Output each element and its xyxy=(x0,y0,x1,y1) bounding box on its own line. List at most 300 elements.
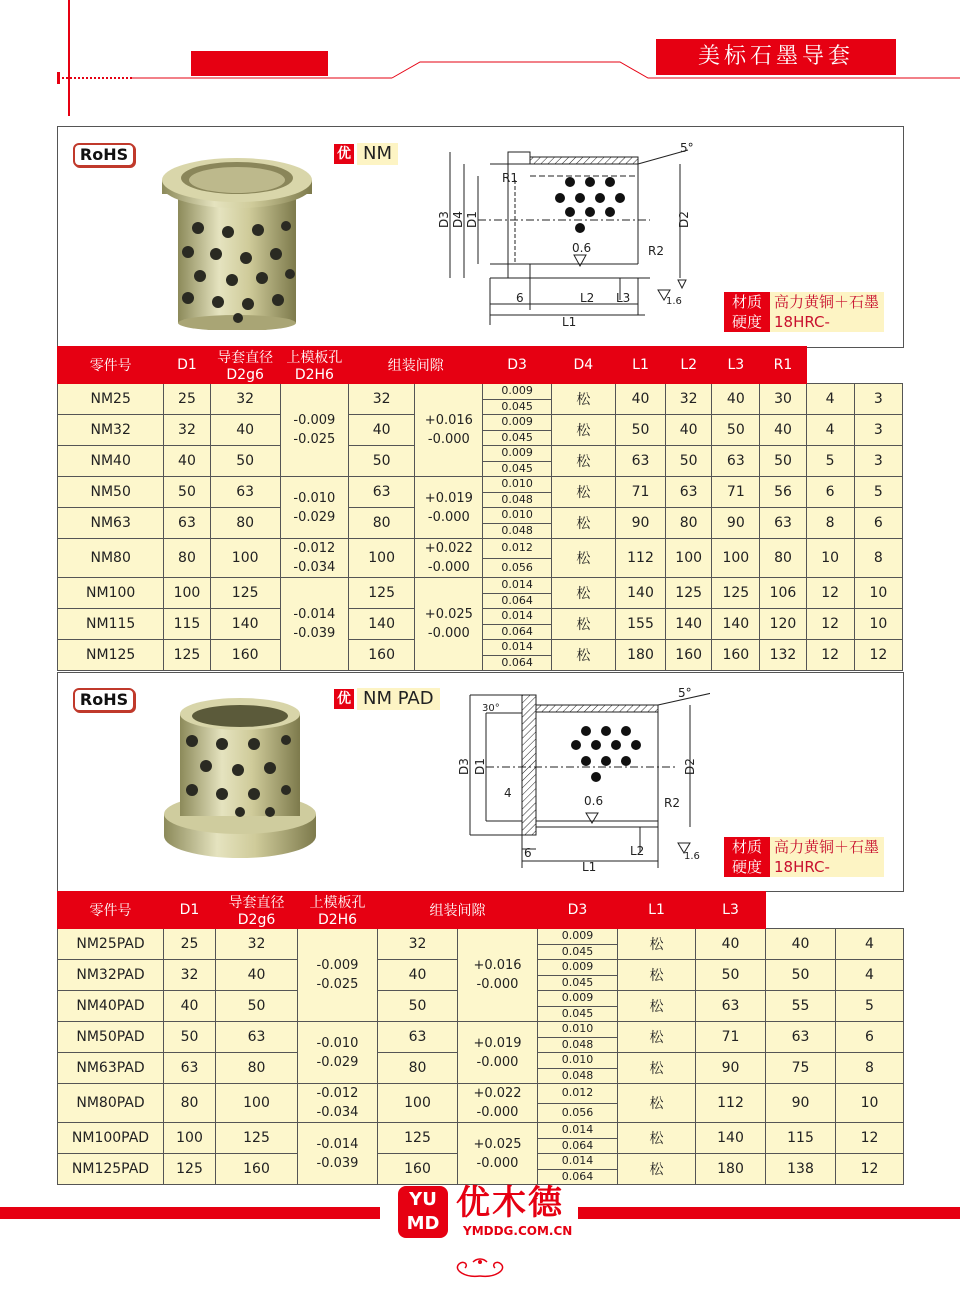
d3-cell: 140 xyxy=(696,1123,766,1154)
header-cell: D3 xyxy=(538,892,618,929)
tol-upper: +0.016 xyxy=(473,958,522,973)
l1-cell: 63 xyxy=(712,446,760,477)
dim-l1: L1 xyxy=(562,315,577,329)
section1-bushing-image xyxy=(158,150,318,330)
part-number-cell: NM80PAD xyxy=(58,1084,164,1123)
part-number-cell: NM80 xyxy=(58,539,164,578)
part-number-cell: NM100PAD xyxy=(58,1123,164,1154)
d2-cell: 50 xyxy=(216,991,298,1022)
l3-cell: 6 xyxy=(806,477,854,508)
gap-upper-cell: 0.009 xyxy=(538,991,618,1007)
footer-logo-box xyxy=(398,1186,448,1238)
dim2-six: 6 xyxy=(524,846,532,860)
part-number-cell: NM40 xyxy=(58,446,164,477)
header-cell: D1 xyxy=(164,347,210,384)
d3-cell: 90 xyxy=(615,508,665,539)
d3-cell: 180 xyxy=(696,1154,766,1185)
l2-cell: 80 xyxy=(760,539,806,578)
tol-lower: -0.039 xyxy=(293,626,336,641)
r1-cell: 3 xyxy=(854,415,902,446)
fit-cell: 松 xyxy=(551,609,615,640)
header-cell: 上模板孔 D2H6 xyxy=(298,892,378,929)
l2-cell: 50 xyxy=(760,446,806,477)
d2-cell: 160 xyxy=(216,1154,298,1185)
table-header xyxy=(58,347,903,384)
dim-six: 6 xyxy=(516,291,524,305)
gap-lower-cell: 0.045 xyxy=(538,944,618,960)
gap-lower-cell: 0.048 xyxy=(483,492,551,508)
l3-cell: 12 xyxy=(836,1123,904,1154)
dim2-angle: 5° xyxy=(678,686,692,700)
part-number-cell: NM32PAD xyxy=(58,960,164,991)
tolerance-g-cell xyxy=(298,929,378,1022)
section1-you-icon: 优 xyxy=(334,144,354,164)
d2-cell: 40 xyxy=(216,960,298,991)
tol-lower: -0.039 xyxy=(316,1155,359,1171)
dim2-d3: D3 xyxy=(457,758,471,775)
hole-cell: 140 xyxy=(349,609,415,640)
header-cell: 上模板孔 D2H6 xyxy=(280,347,348,384)
tol-lower: -0.000 xyxy=(427,626,470,641)
d3-cell: 50 xyxy=(615,415,665,446)
d2-cell: 63 xyxy=(216,1022,298,1053)
header-cell: 组装间隙 xyxy=(378,892,538,929)
hole-cell: 160 xyxy=(349,640,415,671)
d2-cell: 140 xyxy=(210,609,280,640)
material-key: 材质 xyxy=(724,837,770,857)
section2-bushing-image xyxy=(160,696,320,876)
tol-upper: +0.022 xyxy=(424,541,473,556)
l1-cell: 160 xyxy=(712,640,760,671)
l1-cell: 100 xyxy=(712,539,760,578)
d4-cell: 63 xyxy=(666,477,712,508)
gap-lower-cell: 0.064 xyxy=(538,1138,618,1154)
l1-cell: 138 xyxy=(766,1154,836,1185)
tol-upper: -0.012 xyxy=(293,541,336,556)
d4-cell: 50 xyxy=(666,446,712,477)
fit-cell: 松 xyxy=(551,578,615,609)
tolerance-g-cell xyxy=(280,578,348,671)
l1-cell: 50 xyxy=(766,960,836,991)
tolerance-h-cell xyxy=(415,384,483,477)
gap-upper-cell: 0.009 xyxy=(483,384,551,400)
dim-angle: 5° xyxy=(680,141,694,155)
l1-cell: 40 xyxy=(712,384,760,415)
part-number-cell: NM115 xyxy=(58,609,164,640)
gap-lower-cell: 0.045 xyxy=(483,461,551,477)
gap-upper-cell: 0.010 xyxy=(483,477,551,493)
table-row xyxy=(58,1022,904,1038)
r1-cell: 3 xyxy=(854,446,902,477)
gap-lower-cell: 0.048 xyxy=(538,1037,618,1053)
fit-cell: 松 xyxy=(618,1123,696,1154)
fit-cell: 松 xyxy=(618,1084,696,1123)
d3-cell: 71 xyxy=(696,1022,766,1053)
d3-cell: 112 xyxy=(615,539,665,578)
tol-lower: -0.000 xyxy=(476,1155,519,1171)
d1-cell: 25 xyxy=(164,384,210,415)
gap-upper-cell: 0.012 xyxy=(538,1084,618,1104)
table-row xyxy=(58,578,903,594)
l3-cell: 8 xyxy=(806,508,854,539)
d2-cell: 100 xyxy=(216,1084,298,1123)
d3-cell: 112 xyxy=(696,1084,766,1123)
l1-cell: 40 xyxy=(766,929,836,960)
footer-brand: 优木德 xyxy=(456,1183,564,1223)
tol-lower: -0.000 xyxy=(476,1054,519,1070)
d3-cell: 63 xyxy=(696,991,766,1022)
l1-cell: 63 xyxy=(766,1022,836,1053)
r1-cell: 3 xyxy=(854,384,902,415)
tolerance-h-cell xyxy=(458,1022,538,1084)
hardness-value: 18HRC- xyxy=(770,857,884,877)
dim2-chamfer: 30° xyxy=(482,703,500,714)
table-row xyxy=(58,539,903,559)
tol-lower: -0.000 xyxy=(427,560,470,575)
hole-cell: 40 xyxy=(349,415,415,446)
tol-upper: -0.009 xyxy=(293,413,336,428)
dim-d3: D3 xyxy=(437,211,451,228)
hardness-key: 硬度 xyxy=(724,312,770,332)
hole-cell: 80 xyxy=(378,1053,458,1084)
footer-bar-left xyxy=(0,1207,380,1219)
header-cell: 组装间隙 xyxy=(349,347,483,384)
d2-cell: 32 xyxy=(210,384,280,415)
fit-cell: 松 xyxy=(551,446,615,477)
l2-cell: 132 xyxy=(760,640,806,671)
section2-material xyxy=(724,837,884,877)
fit-cell: 松 xyxy=(618,1053,696,1084)
dim-d2: D2 xyxy=(677,211,691,228)
section2-tech-drawing xyxy=(450,683,710,873)
l3-cell: 4 xyxy=(836,929,904,960)
tolerance-g-cell xyxy=(298,1123,378,1185)
tol-upper: +0.019 xyxy=(473,1035,522,1051)
gap-lower-cell: 0.064 xyxy=(483,624,551,640)
d1-cell: 50 xyxy=(164,1022,216,1053)
tol-upper: +0.022 xyxy=(473,1086,522,1101)
tol-lower: -0.000 xyxy=(476,977,519,992)
footer-ornament-icon xyxy=(445,1256,515,1282)
l3-cell: 12 xyxy=(806,640,854,671)
gap-upper-cell: 0.009 xyxy=(483,446,551,462)
fit-cell: 松 xyxy=(618,1154,696,1185)
dim2-l1: L1 xyxy=(582,860,597,873)
l3-cell: 4 xyxy=(806,415,854,446)
dim-l2: L2 xyxy=(580,291,595,305)
d1-cell: 115 xyxy=(164,609,210,640)
d3-cell: 63 xyxy=(615,446,665,477)
part-number-cell: NM63 xyxy=(58,508,164,539)
dim-l3: L3 xyxy=(616,291,631,305)
fit-cell: 松 xyxy=(618,960,696,991)
header-cell: D4 xyxy=(551,347,615,384)
part-number-cell: NM25 xyxy=(58,384,164,415)
dim-r2: R2 xyxy=(648,244,664,258)
part-number-cell: NM50PAD xyxy=(58,1022,164,1053)
tol-lower: -0.025 xyxy=(293,432,336,447)
gap-lower-cell: 0.064 xyxy=(538,1169,618,1185)
section1-spec-table xyxy=(57,346,903,671)
section1-material xyxy=(724,292,884,332)
d1-cell: 100 xyxy=(164,1123,216,1154)
tol-upper: +0.019 xyxy=(424,490,473,506)
tol-upper: +0.016 xyxy=(424,413,473,428)
tol-upper: -0.014 xyxy=(316,1136,359,1152)
table-row xyxy=(58,384,903,400)
material-value: 高力黄铜＋石墨 xyxy=(770,837,884,857)
l1-cell: 50 xyxy=(712,415,760,446)
l2-cell: 30 xyxy=(760,384,806,415)
gap-lower-cell: 0.064 xyxy=(483,655,551,671)
gap-upper-cell: 0.014 xyxy=(483,578,551,594)
d4-cell: 40 xyxy=(666,415,712,446)
d4-cell: 160 xyxy=(666,640,712,671)
d3-cell: 40 xyxy=(615,384,665,415)
l3-cell: 12 xyxy=(806,578,854,609)
d1-cell: 125 xyxy=(164,1154,216,1185)
hole-cell: 50 xyxy=(378,991,458,1022)
gap-upper-cell: 0.009 xyxy=(538,929,618,945)
page-title: 美标石墨导套 xyxy=(656,39,896,75)
dim2-d1: D1 xyxy=(473,758,487,775)
hardness-value: 18HRC- xyxy=(770,312,884,332)
d4-cell: 100 xyxy=(666,539,712,578)
d2-cell: 80 xyxy=(210,508,280,539)
dim-roughness: 0.6 xyxy=(572,241,592,255)
l3-cell: 12 xyxy=(806,609,854,640)
d4-cell: 80 xyxy=(666,508,712,539)
dim-d1: D1 xyxy=(465,211,479,228)
l2-cell: 120 xyxy=(760,609,806,640)
l3-cell: 5 xyxy=(836,991,904,1022)
d1-cell: 63 xyxy=(164,508,210,539)
fit-cell: 松 xyxy=(551,640,615,671)
l3-cell: 8 xyxy=(836,1053,904,1084)
part-number-cell: NM100 xyxy=(58,578,164,609)
tolerance-g-cell xyxy=(298,1084,378,1123)
dim2-d2: D2 xyxy=(683,758,697,775)
footer-bar-right xyxy=(578,1207,960,1219)
hole-cell: 32 xyxy=(349,384,415,415)
header-cell: D3 xyxy=(483,347,551,384)
hole-cell: 63 xyxy=(349,477,415,508)
r1-cell: 5 xyxy=(854,477,902,508)
part-number-cell: NM50 xyxy=(58,477,164,508)
d1-cell: 32 xyxy=(164,415,210,446)
part-number-cell: NM125 xyxy=(58,640,164,671)
part-number-cell: NM32 xyxy=(58,415,164,446)
section1-rohs-badge: RoHS xyxy=(73,143,135,167)
l1-cell: 90 xyxy=(766,1084,836,1123)
l3-cell: 5 xyxy=(806,446,854,477)
header-cell: 零件号 xyxy=(58,347,164,384)
section1-model-name: NM xyxy=(357,143,398,165)
tolerance-h-cell xyxy=(415,578,483,671)
gap-lower-cell: 0.048 xyxy=(538,1068,618,1084)
l3-cell: 10 xyxy=(806,539,854,578)
table-row xyxy=(58,1084,904,1104)
tol-upper: -0.014 xyxy=(293,607,336,622)
gap-upper-cell: 0.014 xyxy=(538,1154,618,1170)
d4-cell: 32 xyxy=(666,384,712,415)
fit-cell: 松 xyxy=(551,539,615,578)
l1-cell: 75 xyxy=(766,1053,836,1084)
r1-cell: 6 xyxy=(854,508,902,539)
tol-upper: -0.009 xyxy=(316,958,359,973)
d1-cell: 80 xyxy=(164,539,210,578)
gap-lower-cell: 0.045 xyxy=(538,1006,618,1022)
tol-upper: -0.010 xyxy=(293,490,336,506)
gap-upper-cell: 0.012 xyxy=(483,539,551,559)
r1-cell: 8 xyxy=(854,539,902,578)
tolerance-g-cell xyxy=(280,384,348,477)
d3-cell: 155 xyxy=(615,609,665,640)
tolerance-g-cell xyxy=(280,539,348,578)
d1-cell: 50 xyxy=(164,477,210,508)
l3-cell: 4 xyxy=(806,384,854,415)
hole-cell: 80 xyxy=(349,508,415,539)
gap-lower-cell: 0.056 xyxy=(538,1103,618,1123)
l1-cell: 90 xyxy=(712,508,760,539)
l1-cell: 115 xyxy=(766,1123,836,1154)
tolerance-h-cell xyxy=(458,1123,538,1185)
dim-r1: R1 xyxy=(502,171,518,185)
gap-upper-cell: 0.010 xyxy=(483,508,551,524)
fit-cell: 松 xyxy=(551,384,615,415)
header-cell: R1 xyxy=(760,347,806,384)
d2-cell: 160 xyxy=(210,640,280,671)
footer-url: YMDDG.COM.CN xyxy=(463,1224,573,1238)
tolerance-h-cell xyxy=(415,477,483,539)
d1-cell: 80 xyxy=(164,1084,216,1123)
d2-cell: 80 xyxy=(216,1053,298,1084)
table-row xyxy=(58,1123,904,1139)
header-cell: L3 xyxy=(696,892,766,929)
dim2-r2: R2 xyxy=(664,796,680,810)
gap-upper-cell: 0.014 xyxy=(538,1123,618,1139)
gap-lower-cell: 0.045 xyxy=(538,975,618,991)
part-number-cell: NM40PAD xyxy=(58,991,164,1022)
l2-cell: 56 xyxy=(760,477,806,508)
d3-cell: 50 xyxy=(696,960,766,991)
fit-cell: 松 xyxy=(618,929,696,960)
d4-cell: 140 xyxy=(666,609,712,640)
d2-cell: 125 xyxy=(210,578,280,609)
hole-cell: 125 xyxy=(349,578,415,609)
d1-cell: 100 xyxy=(164,578,210,609)
fit-cell: 松 xyxy=(551,477,615,508)
gap-lower-cell: 0.056 xyxy=(483,558,551,578)
gap-lower-cell: 0.045 xyxy=(483,430,551,446)
hole-cell: 32 xyxy=(378,929,458,960)
l3-cell: 4 xyxy=(836,960,904,991)
gap-upper-cell: 0.009 xyxy=(483,415,551,431)
d1-cell: 40 xyxy=(164,446,210,477)
tolerance-g-cell xyxy=(298,1022,378,1084)
tol-lower: -0.029 xyxy=(316,1054,359,1070)
hole-cell: 50 xyxy=(349,446,415,477)
l1-cell: 125 xyxy=(712,578,760,609)
tol-upper: -0.010 xyxy=(316,1035,359,1051)
l1-cell: 140 xyxy=(712,609,760,640)
r1-cell: 10 xyxy=(854,578,902,609)
tol-upper: +0.025 xyxy=(424,607,473,622)
header-cell: L1 xyxy=(615,347,665,384)
part-number-cell: NM63PAD xyxy=(58,1053,164,1084)
tolerance-h-cell xyxy=(415,539,483,578)
header-cell: L2 xyxy=(666,347,712,384)
tol-lower: -0.000 xyxy=(427,432,470,447)
section2-rohs-badge: RoHS xyxy=(73,688,135,712)
d1-cell: 125 xyxy=(164,640,210,671)
d4-cell: 125 xyxy=(666,578,712,609)
gap-upper-cell: 0.014 xyxy=(483,640,551,656)
d2-cell: 125 xyxy=(216,1123,298,1154)
l2-cell: 63 xyxy=(760,508,806,539)
d3-cell: 40 xyxy=(696,929,766,960)
header-cell: L3 xyxy=(712,347,760,384)
d2-cell: 100 xyxy=(210,539,280,578)
dim-d4: D4 xyxy=(451,211,465,228)
gap-lower-cell: 0.048 xyxy=(483,523,551,539)
d3-cell: 90 xyxy=(696,1053,766,1084)
logo-top-text: YU xyxy=(409,1189,437,1210)
dim2-four: 4 xyxy=(504,786,512,800)
fit-cell: 松 xyxy=(551,415,615,446)
tolerance-g-cell xyxy=(280,477,348,539)
section2-model-name: NM PAD xyxy=(357,688,440,710)
d2-cell: 32 xyxy=(216,929,298,960)
tol-lower: -0.025 xyxy=(316,977,359,992)
dim2-roughness: 0.6 xyxy=(584,794,604,808)
l2-cell: 40 xyxy=(760,415,806,446)
material-value: 高力黄铜＋石墨 xyxy=(770,292,884,312)
d1-cell: 40 xyxy=(164,991,216,1022)
header-red-block xyxy=(191,51,328,76)
dim2-l2: L2 xyxy=(630,844,645,858)
tolerance-h-cell xyxy=(458,929,538,1022)
d2-cell: 40 xyxy=(210,415,280,446)
section2-you-icon: 优 xyxy=(334,689,354,709)
d3-cell: 180 xyxy=(615,640,665,671)
gap-upper-cell: 0.010 xyxy=(538,1053,618,1069)
header-cell: D1 xyxy=(164,892,216,929)
d3-cell: 71 xyxy=(615,477,665,508)
table-row xyxy=(58,477,903,493)
fit-cell: 松 xyxy=(618,991,696,1022)
d2-cell: 50 xyxy=(210,446,280,477)
fit-cell: 松 xyxy=(551,508,615,539)
hole-cell: 160 xyxy=(378,1154,458,1185)
d2-cell: 63 xyxy=(210,477,280,508)
tol-upper: +0.025 xyxy=(473,1136,522,1152)
hardness-key: 硬度 xyxy=(724,857,770,877)
l1-cell: 71 xyxy=(712,477,760,508)
r1-cell: 10 xyxy=(854,609,902,640)
d1-cell: 63 xyxy=(164,1053,216,1084)
dim2-finish: 1.6 xyxy=(684,851,700,862)
dim-finish: 1.6 xyxy=(666,296,682,307)
fit-cell: 松 xyxy=(618,1022,696,1053)
header-cell: 导套直径 D2g6 xyxy=(210,347,280,384)
hole-cell: 63 xyxy=(378,1022,458,1053)
header-cell: 导套直径 D2g6 xyxy=(216,892,298,929)
hole-cell: 40 xyxy=(378,960,458,991)
d3-cell: 140 xyxy=(615,578,665,609)
gap-upper-cell: 0.010 xyxy=(538,1022,618,1038)
tol-lower: -0.034 xyxy=(316,1105,359,1120)
